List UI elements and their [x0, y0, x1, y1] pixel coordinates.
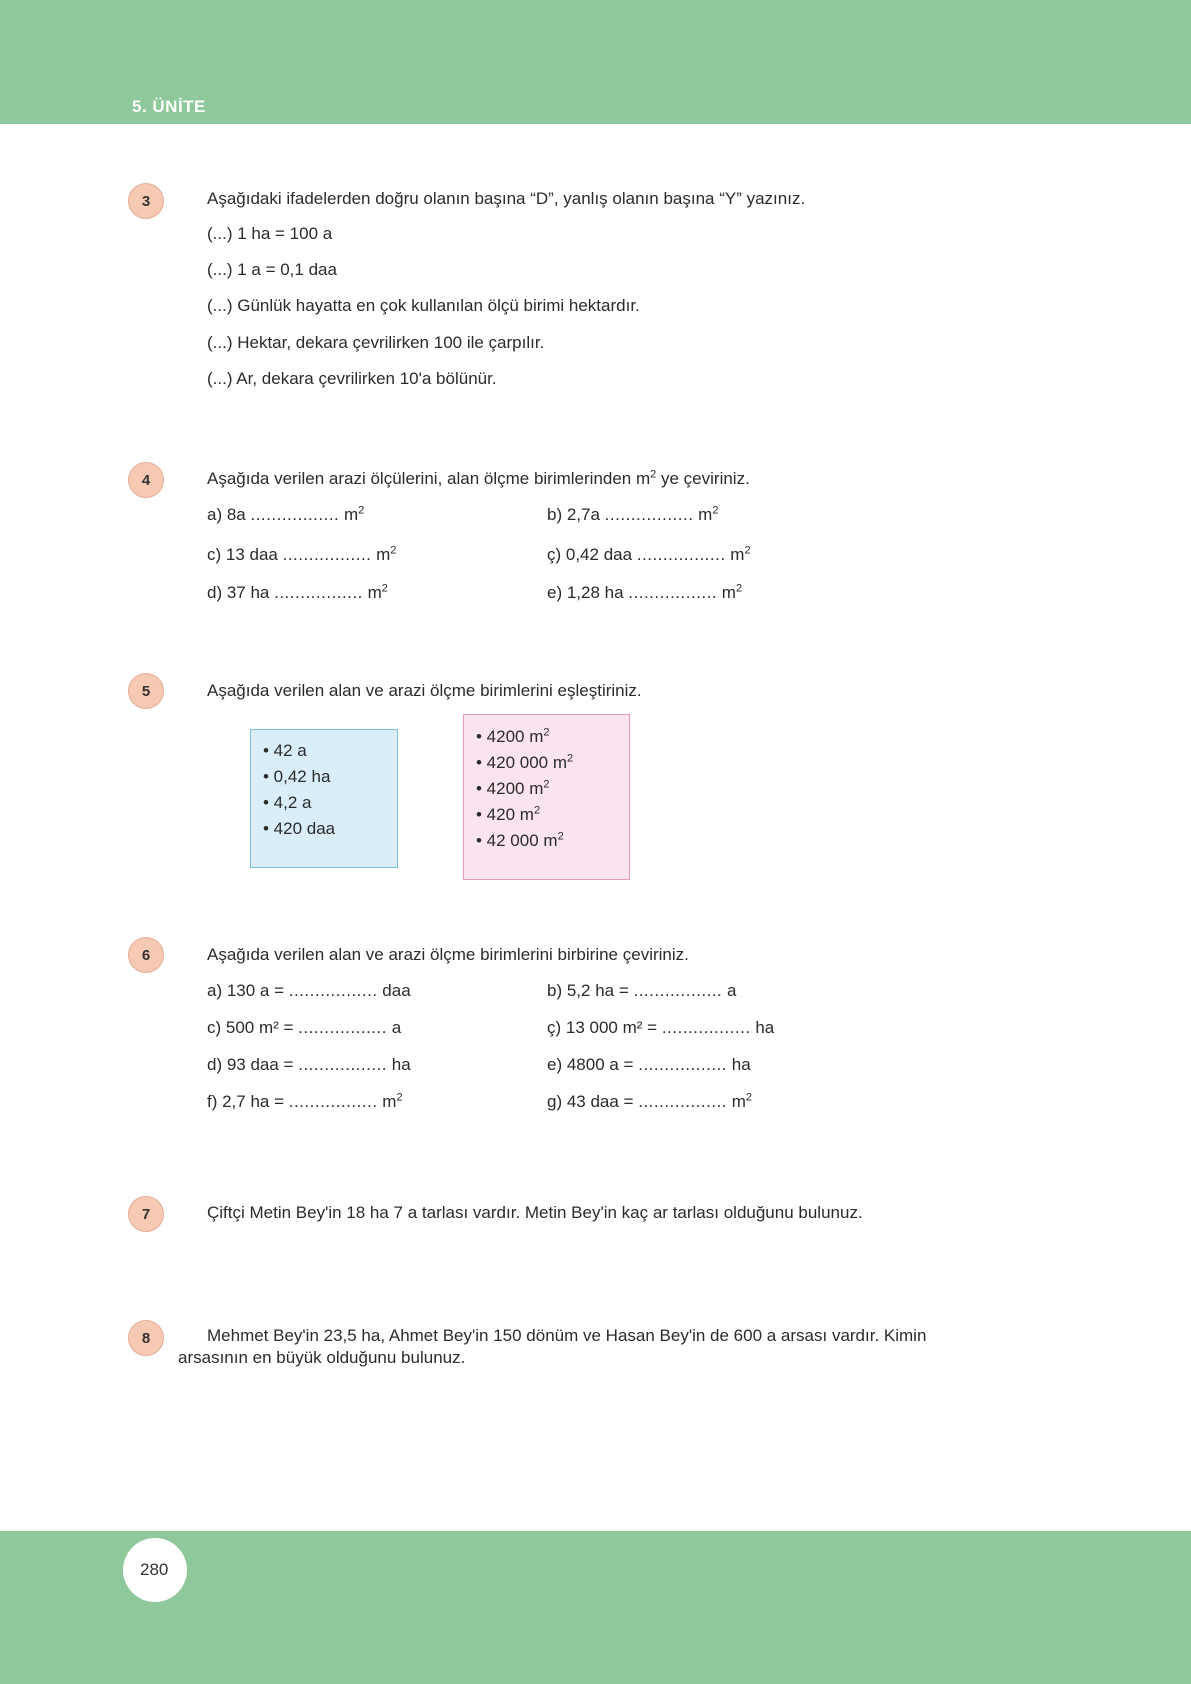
match-left-item[interactable]: • 420 daa [263, 819, 336, 838]
q6-item: ç) 13 000 m² = ................. ha [547, 1018, 775, 1037]
question-3-prompt: Aşağıdaki ifadelerden doğru olanın başına “D”, yanlış olanın başına “Y” yazınız. [207, 189, 806, 208]
q4-item: ç) 0,42 daa ................. $m^2$ [547, 544, 751, 564]
page-number: 280 [140, 1560, 169, 1579]
q6-item: g) 43 daa = ................. $m^2$ [547, 1091, 753, 1111]
q3-item: (...) 1 ha = 100 a [207, 224, 333, 243]
q3-item: (...) 1 a = 0,1 daa [207, 260, 337, 279]
q4-item: d) 37 ha ................. $m^2$ [207, 582, 388, 602]
q4-item: c) 13 daa ................. $m^2$ [207, 544, 397, 564]
match-left-item[interactable]: • 4,2 a [263, 793, 312, 812]
unit-title: 5. ÜNİTE [132, 97, 206, 116]
match-right-item[interactable]: • 4200 $m^2$ [476, 778, 550, 798]
q3-item: (...) Ar, dekara çevrilirken 10'a bölünür. [207, 369, 497, 388]
q6-item: c) 500 m² = ................. a [207, 1018, 402, 1037]
question-4-number: 4 [128, 462, 164, 498]
question-4-prompt: Aşağıda verilen arazi ölçülerini, alan ölçme birimlerinden $m^2$ ye çeviriniz. [207, 468, 750, 488]
q4-item: e) 1,28 ha ................. $m^2$ [547, 582, 743, 602]
question-3-number: 3 [128, 183, 164, 219]
match-right-item[interactable]: • 4200 $m^2$ [476, 726, 550, 746]
question-5-prompt: Aşağıda verilen alan ve arazi ölçme birimlerini eşleştiriniz. [207, 681, 642, 700]
q3-item: (...) Hektar, dekara çevrilirken 100 ile çarpılır. [207, 333, 545, 352]
question-8-prompt-line1: Mehmet Bey'in 23,5 ha, Ahmet Bey'in 150 dönüm ve Hasan Bey'in de 600 a arsası vardır. Kimin [207, 1326, 927, 1345]
q3-item: (...) Günlük hayatta en çok kullanılan ölçü birimi hektardır. [207, 296, 640, 315]
match-right-item[interactable]: • 420 $m^2$ [476, 804, 541, 824]
question-8-number: 8 [128, 1320, 164, 1356]
question-5-number: 5 [128, 673, 164, 709]
q6-item: d) 93 daa = ................. ha [207, 1055, 411, 1074]
q4-item: b) 2,7a ................. $m^2$ [547, 504, 719, 524]
q6-item: f) 2,7 ha = ................. $m^2$ [207, 1091, 403, 1111]
match-left-box [250, 729, 398, 868]
q6-item: e) 4800 a = ................. ha [547, 1055, 751, 1074]
question-6-prompt: Aşağıda verilen alan ve arazi ölçme birimlerini birbirine çeviriniz. [207, 945, 689, 964]
match-left-item[interactable]: • 0,42 ha [263, 767, 331, 786]
question-6-number: 6 [128, 937, 164, 973]
q6-item: b) 5,2 ha = ................. a [547, 981, 737, 1000]
match-left-item[interactable]: • 42 a [263, 741, 307, 760]
question-7-number: 7 [128, 1196, 164, 1232]
match-right-item[interactable]: • 420 000 $m^2$ [476, 752, 574, 772]
q6-item: a) 130 a = ................. daa [207, 981, 411, 1000]
match-right-box [463, 714, 630, 880]
question-7-prompt: Çiftçi Metin Bey'in 18 ha 7 a tarlası vardır. Metin Bey'in kaç ar tarlası olduğunu bulunuz. [207, 1203, 863, 1222]
q4-item: a) 8a ................. $m^2$ [207, 504, 365, 524]
match-right-item[interactable]: • 42 000 $m^2$ [476, 830, 564, 850]
question-8-prompt-line2: arsasının en büyük olduğunu bulunuz. [178, 1348, 466, 1367]
